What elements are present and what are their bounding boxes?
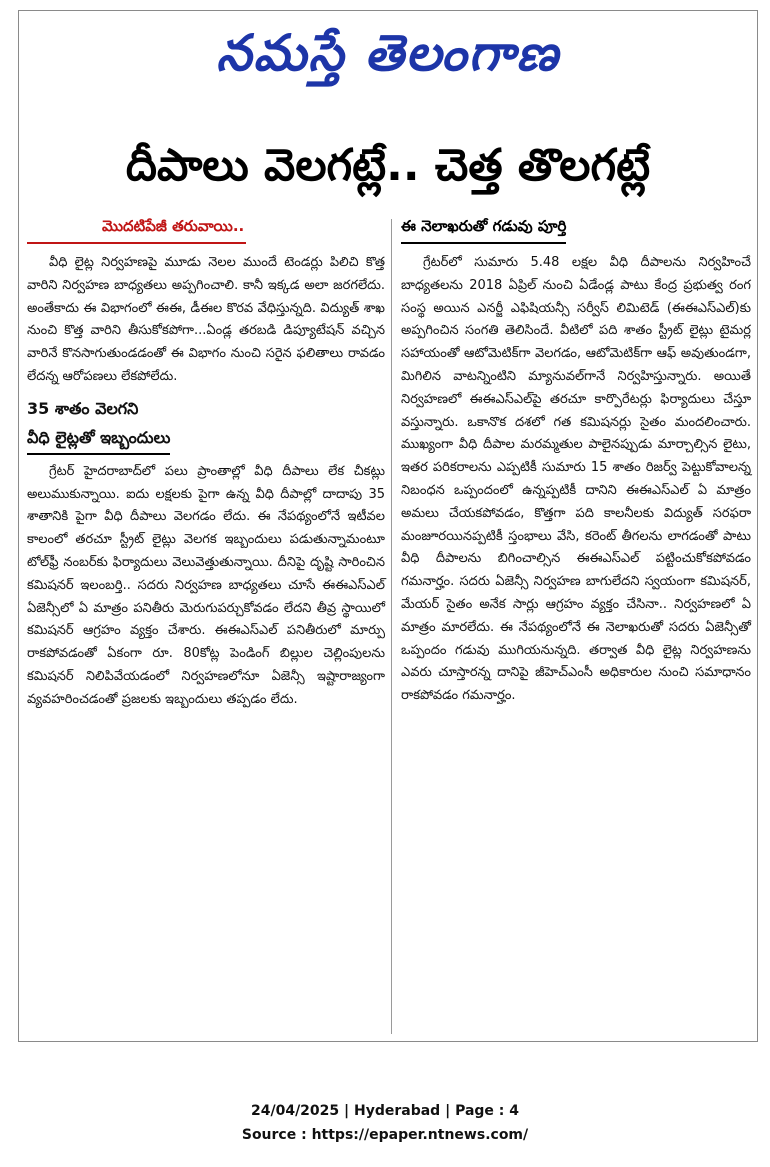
footer-date-page: 24/04/2025 | Hyderabad | Page : 4 [250,1103,520,1119]
newspaper-masthead: నమస్తే తెలంగాణ [216,23,560,82]
right-column [401,216,751,712]
subhead-line-2: వీధి లైట్లతో ఇబ్బందులు [27,428,170,455]
right-paragraph-1: గ్రేటర్‌లో సుమారు 5.48 లక్షల వీధి దీపాలను నిర్వహించే బాధ్యతలను 2018 ఏప్రిల్ నుంచి ఏడేండ్ల పాటు కేంద్ర ప్రభుత్వ రంగ సంస్థ అయిన ఎనర్జీ ఎఫిషియన్సీ సర్వీస్ లిమిటెడ్ (ఈఈఎస్ఎల్)కు అప్పగించిన సంగతి తెలిసిందే. వీటిలో పది శాతం స్ట్రీట్ లైట్లు టైమర్ల సహాయంతో ఆటోమెటిక్‌గా వెలగడం, ఆటోమెటిక్‌గా ఆఫ్ అవుతుండగా, మిగిలిన వాటన్నింటిని మ్యానువల్‌గానే నిర్వహిస్తున్నారు. అయితే నిర్వహణలో ఈఈఎస్ఎల్‌పై తరచూ కార్పొరేటర్లు ఫిర్యాదులు చేస్తూ వస్తున్నారు. ఒకానొక దశలో గత కమిషనర్లు సైతం మందలించారు. ముఖ్యంగా వీధి దీపాల మరమ్మతుల పాలైనప్పుడు మార్చాల్సిన లైటు, ఇతర పరికరాలను ఎప్పటికీ సుమారు 15 శాతం రిజర్వ్ పెట్టుకోవాలన్న నిబంధన ఒప్పందంలో ఉన్నప్పటికీ దానిని ఈఈఎస్ఎల్ ఏ మాత్రం అమలు చేయకపోవడం, కొత్తగా పది కాలనీలకు విద్యుత్ సరఫరా మంజూరయినప్పటికీ స్తంభాలు వేసి, కరెంట్ తీగలను లాగడంతో పాటు వీధి దీపాలను బిగించాల్సిన ఈఈఎస్ఎల్ పట్టించుకోకపోవడం గమనార్హం. సదరు ఏజెన్సీ నిర్వహణ బాగులేదని స్వయంగా కమిషనర్, మేయర్ సైతం అనేక సార్లు ఆగ్రహం వ్యక్తం చేసినా.. నిర్వహణలో ఏ మాత్రం మారలేదు. ఈ నేపథ్యంలోనే ఈ నెలాఖరుతో సదరు ఏజెన్సీతో ఒప్పందం గడువు ముగియనున్నది. తర్వాత వీధి లైట్ల నిర్వహణను ఎవరు చూస్తారన్న దానిపై జీహెచ్ఎంసీ అధికారుల నుంచి సమాధానం రాకపోవడం గమనార్హం. [401,255,751,704]
subhead-line-1: 35 శాతం వెలగని [27,398,139,418]
continued-from-label: మొదటిపేజీ తరువాయి.. [27,217,246,244]
article-headline: దీపాలు వెలగట్లే.. చెత్త తొలగట్లే [125,140,651,191]
column-divider [391,219,392,1034]
footer-source: Source : https://epaper.ntnews.com/ [241,1127,529,1143]
left-paragraph-2: గ్రేటర్ హైదరాబాద్‌లో పలు ప్రాంతాల్లో వీధి దీపాలు లేక చీకట్లు అలుముకున్నాయి. ఐదు లక్షలకు పైగా ఉన్న వీధి దీపాల్లో దాదాపు 35 శాతానికి పైగా వీధి దీపాలు వెలగడం లేదు. ఈ నేపథ్యంలోనే ఇటీవల కాలంలో తరచూ స్ట్రీట్ లైట్లు వెలగక ఇబ్బందులు పడుతున్నామంటూ టోల్‌ఫ్రీ నంబర్‌కు ఫిర్యాదులు వెలువెత్తుతున్నాయి. దీనిపై దృష్టి సారించిన కమిషనర్ ఇలంబర్తి.. సదరు నిర్వహణ బాధ్యతలు చూసే ఈఈఎస్ఎల్ ఏజెన్సీలో ఏ మాత్రం పనితీరు మెరుగుపర్చుకోవడం లేదని తీవ్ర స్థాయిలో కమిషనర్ ఆగ్రహం వ్యక్తం చేశారు. ఈఈఎస్ఎల్ పనితీరులో మార్పు రాకపోవడంతో ఏకంగా రూ. 80కోట్ల పెండింగ్ బిల్లుల చెల్లింపులను కమిషనర్ నిలిపివేయడంలో నిర్వహణలోనూ ఏజెన్సీ ఇష్టారాజ్యంగా వ్యవహరించడంతో ప్రజలకు ఇబ్బందులు తప్పడం లేదు. [27,463,385,707]
left-paragraph-1: వీధి లైట్ల నిర్వహణపై మూడు నెలల ముందే టెండర్లు పిలిచి కొత్త వారిని నిర్వహణ బాధ్యతలు అప్పగించాలి. కానీ ఇక్కడ అలా జరగలేదు. అంతేకాదు ఈ విభాగంలో ఈఈ, డీఈల కొరవ వేధిస్తున్నది. విద్యుత్ శాఖ నుంచి కొత్త వారిని తీసుకోకపోగా...ఏండ్ల తరబడి డిప్యూటేషన్ వచ్చిన వారినే కొనసాగుతుండడంతో ఈ విభాగం నుంచి సరైన ఫలితాలు రావడం లేదన్న ఆరోపణలు లేకపోలేదు. [27,255,385,384]
newspaper-clipping [18,10,758,1042]
right-section-heading: ఈ నెలాఖరుతో గడువు పూర్తి [401,217,566,244]
left-column [27,216,385,716]
